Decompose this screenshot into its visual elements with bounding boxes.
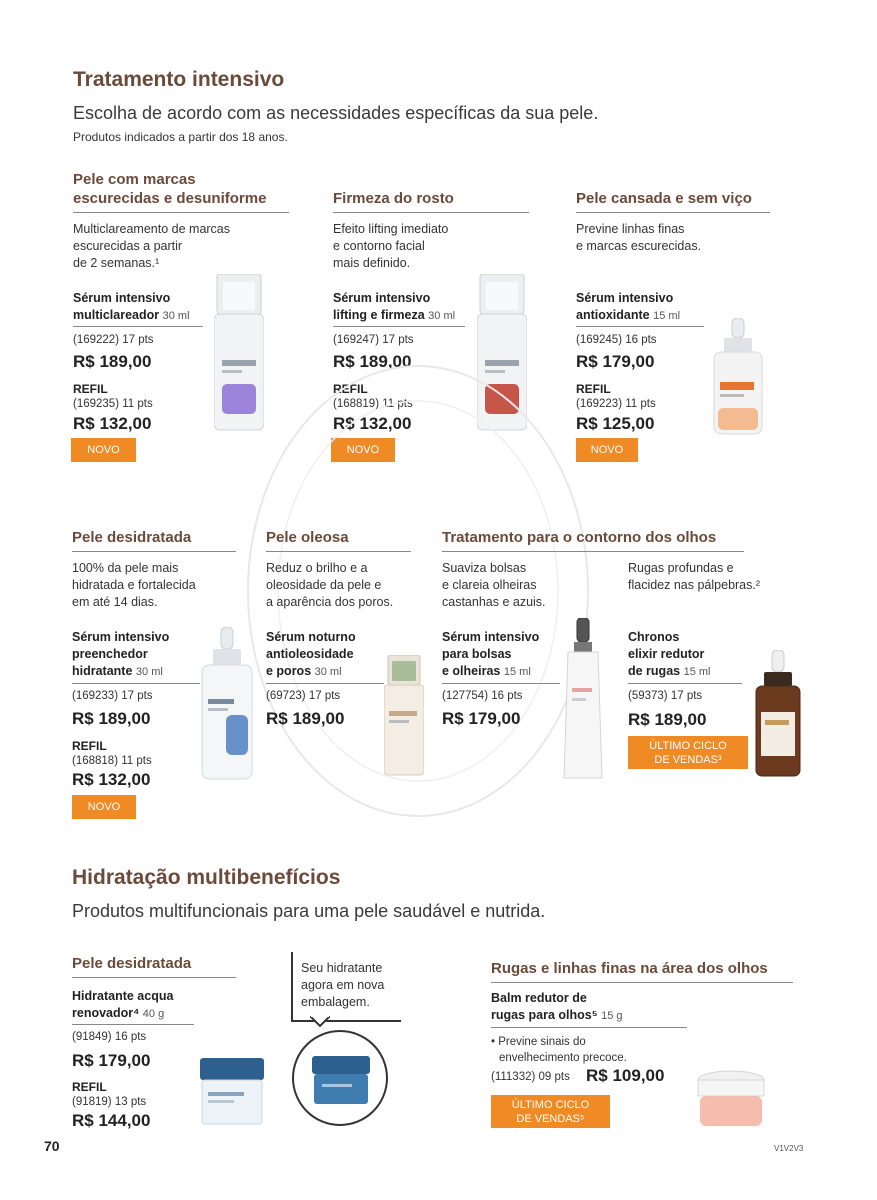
category-eye-wrinkles: Rugas e linhas finas na área dos olhos [491, 959, 793, 983]
desc-line: Suaviza bolsas [442, 561, 527, 575]
name-line: Sérum intensivo [333, 291, 431, 305]
desc-line: de 2 semanas.¹ [73, 256, 160, 270]
section-subtitle-hydration: Produtos multifuncionais para uma pele saudável e nutrida. [72, 901, 546, 921]
refil-code: (91819) 13 pts [72, 1096, 147, 1108]
page-number: 70 [44, 1138, 60, 1154]
name-line: e poros [266, 664, 312, 678]
product-size: 40 g [142, 1008, 165, 1020]
desc-line: escurecidas a partir [73, 239, 183, 253]
product-code: (127754) 16 pts [442, 690, 523, 702]
name-line: hidratante [72, 664, 133, 678]
product-name [442, 629, 539, 681]
category-dark-spots [73, 170, 289, 213]
desc-line: hidratada e fortalecida [72, 578, 196, 592]
product-size: 30 ml [135, 666, 163, 678]
refil-code: (169223) 11 pts [576, 398, 656, 410]
version-code: V1V2V3 [774, 1144, 804, 1153]
product-name [628, 629, 711, 681]
new-badge: NOVO [71, 438, 136, 462]
category-eye-contour: Tratamento para o contorno dos olhos [442, 528, 744, 552]
last-cycle-badge [628, 736, 748, 769]
product-description [72, 560, 196, 611]
product-size: 15 ml [503, 666, 531, 678]
product-description [73, 221, 230, 272]
desc-line: e clareia olheiras [442, 578, 537, 592]
refil-label: REFIL [72, 1080, 107, 1094]
cream-jar-image [198, 1058, 266, 1126]
category-tired-skin: Pele cansada e sem viço [576, 189, 770, 213]
product-size: 15 ml [653, 310, 681, 322]
refil-price: R$ 132,00 [72, 770, 151, 789]
product-price: R$ 189,00 [266, 709, 345, 728]
name-line: Chronos [628, 630, 680, 644]
refil-price: R$ 144,00 [72, 1111, 151, 1130]
refil-code: (168818) 11 pts [72, 755, 152, 767]
section-title-hydration: Hidratação multibenefícios [72, 866, 341, 889]
category-oily: Pele oleosa [266, 528, 411, 552]
name-line: Hidratante acqua [72, 989, 174, 1003]
name-line: multiclareador [73, 308, 160, 322]
badge-line: ÚLTIMO CICLO [649, 740, 727, 752]
desc-line: em até 14 dias. [72, 595, 158, 609]
callout-pointer [310, 1016, 330, 1028]
product-price: R$ 189,00 [333, 352, 412, 371]
balm-jar-image [696, 1070, 766, 1130]
callout-line: Seu hidratante [301, 961, 383, 975]
name-line: e olheiras [442, 664, 501, 678]
last-cycle-badge [491, 1095, 610, 1128]
product-code: (111332) 09 pts [491, 1071, 570, 1083]
category-firmness: Firmeza do rosto [333, 189, 529, 213]
name-line: antioleosidade [266, 647, 354, 661]
callout-text [301, 960, 384, 1011]
name-line: para bolsas [442, 647, 512, 661]
section-subtitle-intensive: Escolha de acordo com as necessidades específicas da sua pele. [73, 103, 599, 123]
name-line: antioxidante [576, 308, 650, 322]
desc-line: castanhas e azuis. [442, 595, 546, 609]
product-price: R$ 189,00 [628, 710, 707, 729]
product-size: 15 ml [683, 666, 711, 678]
category-dehydrated: Pele desidratada [72, 528, 236, 552]
callout-line: agora em nova [301, 978, 385, 992]
product-description [442, 560, 546, 611]
product-code: (169233) 17 pts [72, 690, 153, 702]
section-title-intensive: Tratamento intensivo [73, 68, 285, 91]
benefit-line: • Previne sinais do [491, 1036, 586, 1048]
product-name [72, 629, 169, 681]
age-note: Produtos indicados a partir dos 18 anos. [73, 130, 288, 144]
name-line: de rugas [628, 664, 681, 678]
product-benefit [491, 1034, 627, 1066]
desc-line: mais definido. [333, 256, 411, 270]
category-line: escurecidas e desuniforme [73, 190, 267, 207]
desc-line: e contorno facial [333, 239, 425, 253]
name-line: renovador⁴ [72, 1006, 140, 1020]
name-line: Sérum intensivo [442, 630, 540, 644]
new-badge: NOVO [576, 438, 638, 462]
dropper-bottle-image [712, 318, 764, 436]
badge-line: DE VENDAS³ [654, 754, 722, 766]
name-line: rugas para olhos⁵ [491, 1008, 598, 1022]
name-line: Balm redutor de [491, 991, 587, 1005]
desc-line: Rugas profundas e [628, 561, 734, 575]
product-code: (169222) 17 pts [73, 334, 154, 346]
product-price: R$ 109,00 [586, 1066, 665, 1085]
product-code: (169245) 16 pts [576, 334, 657, 346]
badge-line: DE VENDAS⁵ [516, 1113, 585, 1125]
refil-price: R$ 125,00 [576, 414, 655, 433]
desc-line: Previne linhas finas [576, 222, 685, 236]
desc-line: oleosidade da pele e [266, 578, 382, 592]
product-name [576, 290, 680, 325]
product-code: (91849) 16 pts [72, 1031, 147, 1043]
product-description [333, 221, 448, 272]
name-line: Sérum intensivo [72, 630, 170, 644]
name-line: Sérum intensivo [73, 291, 171, 305]
badge-line: ÚLTIMO CICLO [511, 1099, 590, 1111]
name-line: Sérum noturno [266, 630, 356, 644]
product-price: R$ 179,00 [72, 1051, 151, 1070]
name-line: elixir redutor [628, 647, 705, 661]
refil-label: REFIL [73, 382, 108, 396]
product-description [576, 221, 701, 255]
product-code: (69723) 17 pts [266, 690, 341, 702]
product-code: (169247) 17 pts [333, 334, 414, 346]
desc-line: Efeito lifting imediato [333, 222, 449, 236]
new-badge: NOVO [331, 438, 395, 462]
product-description [266, 560, 393, 611]
product-name [491, 990, 623, 1025]
product-price: R$ 179,00 [442, 709, 521, 728]
product-size: 30 ml [428, 310, 456, 322]
refil-label: REFIL [72, 739, 107, 753]
new-badge: NOVO [72, 795, 136, 819]
product-name [266, 629, 356, 681]
product-size: 15 g [601, 1010, 623, 1022]
name-line: preenchedor [72, 647, 148, 661]
product-price: R$ 179,00 [576, 352, 655, 371]
product-name [72, 988, 173, 1023]
desc-line: Multiclareamento de marcas [73, 222, 231, 236]
eye-serum-tube-image [562, 618, 604, 780]
category-line: Pele com marcas [73, 171, 196, 188]
callout-line: embalagem. [301, 995, 370, 1009]
desc-line: e marcas escurecidas. [576, 239, 702, 253]
product-size: 30 ml [162, 310, 190, 322]
new-packaging-circle [292, 1030, 388, 1126]
product-name [73, 290, 190, 325]
desc-line: flacidez nas pálpebras.² [628, 578, 761, 592]
chronos-dropper-bottle-image [754, 650, 802, 778]
name-line: Sérum intensivo [576, 291, 674, 305]
desc-line: Reduz o brilho e a [266, 561, 368, 575]
refil-price: R$ 132,00 [73, 414, 152, 433]
refil-label: REFIL [333, 382, 368, 396]
product-price: R$ 189,00 [73, 352, 152, 371]
desc-line: a aparência dos poros. [266, 595, 394, 609]
name-line: lifting e firmeza [333, 308, 425, 322]
desc-line: 100% da pele mais [72, 561, 179, 575]
refil-price: R$ 132,00 [333, 414, 412, 433]
serum-bottle-image [384, 655, 424, 777]
product-size: 30 ml [314, 666, 342, 678]
category-dehydrated: Pele desidratada [72, 954, 236, 978]
product-price: R$ 189,00 [72, 709, 151, 728]
dropper-bottle-image [200, 627, 254, 781]
benefit-line: envelhecimento precoce. [499, 1052, 627, 1064]
product-name [333, 290, 455, 325]
product-code: (59373) 17 pts [628, 690, 703, 702]
refil-code: (168819) 11 pts [333, 398, 413, 410]
refil-code: (169235) 11 pts [73, 398, 153, 410]
product-description [628, 560, 760, 594]
refil-label: REFIL [576, 382, 611, 396]
